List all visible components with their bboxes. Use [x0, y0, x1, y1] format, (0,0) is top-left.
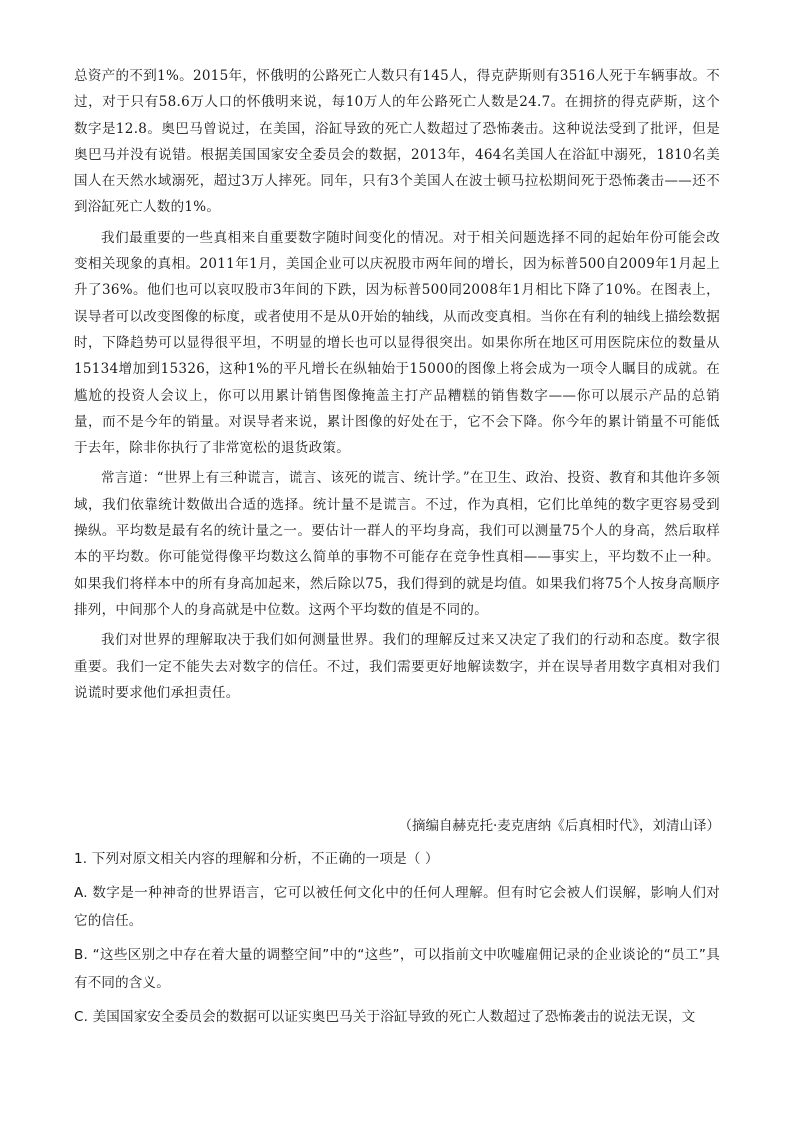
source-citation: （摘编自赫克托·麦克唐纳《后真相时代》，刘清山译） [398, 818, 720, 834]
paragraph-numbers-over-time: 我们最重要的一些真相来自重要数字随时间变化的情况。对于相关问题选择不同的起始年份可能会改变相关现象的真相。2011年1月，美国企业可以庆祝股市两年间的增长，因为标普500自2009年1月起上升了36%。他们也可以哀叹股市3年间的下跌，因为标普500同2008年1月相比下降了10%。在图表上，误导者可以改变图像的标度，或者使用不是从0开始的轴线，从而改变真相。当你在有利的轴线上描绘数据时，下降趋势可以显得很平坦，不明显的增长也可以显得很突出。如果你所在地区可用医院床位的数量从15134增加到15326，这种1%的平凡增长在纵轴始于15000的图像上将会成为一项令人瞩目的成就。在尴尬的投资人会议上，你可以用累计销售图像掩盖主打产品糟糕的销售数字——你可以展示产品的总销量，而不是今年的销量。对误导者来说，累计图像的好处在于，它不会下降。你今年的累计销量不可能低于去年，除非你执行了非常宽松的退货政策。 [74, 229, 720, 457]
question-1-option-c: C. 美国国家安全委员会的数据可以证实奥巴马关于浴缸导致的死亡人数超过了恐怖袭击的说法无误，文 [74, 1009, 696, 1025]
article-passage [74, 63, 720, 710]
question-1-stem: 1. 下列对原文相关内容的理解和分析，不正确的一项是（ ） [74, 851, 439, 867]
question-section [74, 845, 720, 1037]
paragraph-statistics: 常言道：“世界上有三种谎言，谎言、该死的谎言、统计学。”在卫生、政治、投资、教育和其他许多领域，我们依靠统计数做出合适的选择。统计量不是谎言。不过，作为真相，它们比单纯的数字更容易受到操纵。平均数是最有名的统计量之一。要估计一群人的平均身高，我们可以测量75个人的身高，然后取样本的平均数。你可能觉得像平均数这么简单的事物不可能存在竞争性真相——事实上，平均数不止一种。如果我们将样本中的所有身高加起来，然后除以75，我们得到的就是均值。如果我们将75个人按身高顺序排列，中间那个人的身高就是中位数。这两个平均数的值是不同的。 [74, 470, 720, 618]
question-1-option-a: A. 数字是一种神奇的世界语言，它可以被任何文化中的任何人理解。但有时它会被人们误解，影响人们对它的信任。 [74, 885, 720, 929]
question-1-option-b: B. “这些区别之中存在着大量的调整空间”中的“这些”，可以指前文中吹嘘雇佣记录的企业谈论的“员工”具有不同的含义。 [74, 947, 720, 991]
paragraph-conclusion: 我们对世界的理解取决于我们如何测量世界。我们的理解反过来又决定了我们的行动和态度。数字很重要。我们一定不能失去对数字的信任。不过，我们需要更好地解读数字，并在误导者用数字真相对我们说谎时要求他们承担责任。 [74, 632, 720, 701]
paragraph-road-deaths: 总资产的不到1%。2015年，怀俄明的公路死亡人数只有145人，得克萨斯则有3516人死于车辆事故。不过，对于只有58.6万人口的怀俄明来说，每10万人的年公路死亡人数是24.7。在拥挤的得克萨斯，这个数字是12.8。奥巴马曾说过，在美国，浴缸导致的死亡人数超过了恐怖袭击。这种说法受到了批评，但是奥巴马并没有说错。根据美国国家安全委员会的数据，2013年，464名美国人在浴缸中溺死，1810名美国人在天然水域溺死，超过3万人摔死。同年，只有3个美国人在波士顿马拉松期间死于恐怖袭击——还不到浴缸死亡人数的1%。 [74, 68, 720, 216]
